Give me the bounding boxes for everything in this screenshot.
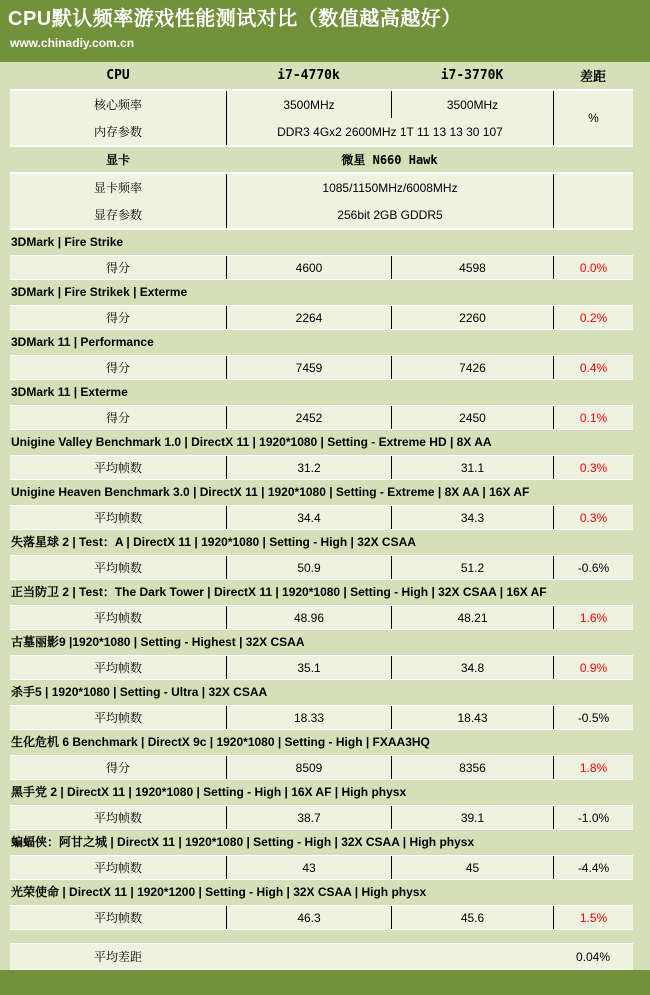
metric-label: 得分 xyxy=(105,261,130,275)
value-3770k: 7426 xyxy=(391,356,553,379)
benchmark-section-title: 失落星球 2 | Test：A | DirectX 11 | 1920*1080 | Setting - High | 32X CSAA xyxy=(11,535,416,549)
value-3770k: 34.8 xyxy=(391,656,553,679)
vram-value: 256bit 2GB GDDR5 xyxy=(226,201,553,228)
metric-label: 得分 xyxy=(105,361,130,375)
gpu-spec-block xyxy=(10,172,633,230)
summary-empty-2 xyxy=(391,944,553,969)
page-header xyxy=(0,0,650,62)
value-3770k: 45 xyxy=(391,856,553,879)
value-3770k: 4598 xyxy=(391,256,553,279)
value-3770k: 45.6 xyxy=(391,906,553,929)
diff-value: -4.4% xyxy=(553,856,633,879)
benchmark-data-row xyxy=(10,555,633,580)
summary-value: 0.04% xyxy=(575,949,611,964)
benchmark-section-title: Unigine Valley Benchmark 1.0 | DirectX 11 | 1920*1080 | Setting - Extreme HD | 8X AA xyxy=(11,435,492,449)
benchmark-data-row xyxy=(10,305,633,330)
value-4770k: 38.7 xyxy=(226,806,391,829)
benchmark-section-title: 杀手5 | 1920*1080 | Setting - Ultra | 32X CSAA xyxy=(11,685,268,699)
gpu-row xyxy=(10,147,633,172)
value-3770k: 8356 xyxy=(391,756,553,779)
benchmark-data-row xyxy=(10,805,633,830)
benchmark-section-title: 生化危机 6 Benchmark | DirectX 9c | 1920*1080 | Setting - High | FXAA3HQ xyxy=(11,735,430,749)
value-3770k: 2260 xyxy=(391,306,553,329)
benchmark-data-row xyxy=(10,255,633,280)
value-4770k: 7459 xyxy=(226,356,391,379)
website-url: www.chinadiy.com.cn xyxy=(10,36,135,50)
gpu-label: 显卡 xyxy=(105,153,130,167)
diff-value: -0.5% xyxy=(553,706,633,729)
memory-value: DDR3 4Gx2 2600MHz 1T 11 13 13 30 107 xyxy=(226,118,553,145)
gpu-value: 微星 N660 Hawk xyxy=(341,153,438,167)
gpu-freq-value: 1085/1150MHz/6008MHz xyxy=(226,174,553,201)
core-freq-label: 核心频率 xyxy=(93,98,142,112)
metric-label: 平均帧数 xyxy=(93,911,142,925)
table-header-row xyxy=(10,62,633,89)
gpu-diff-empty-cell xyxy=(553,174,633,228)
core-freq-4770k: 3500MHz xyxy=(226,91,391,118)
value-4770k: 18.33 xyxy=(226,706,391,729)
benchmark-data-row xyxy=(10,705,633,730)
summary-row xyxy=(10,943,633,970)
summary-label: 平均差距 xyxy=(93,950,142,964)
value-4770k: 4600 xyxy=(226,256,391,279)
gpu-diff-empty xyxy=(553,147,633,172)
benchmark-data-row xyxy=(10,505,633,530)
metric-label: 平均帧数 xyxy=(93,511,142,525)
benchmark-section-title: 3DMark 11 | Exterme xyxy=(11,385,128,399)
core-freq-3770k: 3500MHz xyxy=(391,91,553,118)
metric-label: 平均帧数 xyxy=(93,811,142,825)
value-4770k: 35.1 xyxy=(226,656,391,679)
benchmark-data-row xyxy=(10,605,633,630)
value-4770k: 48.96 xyxy=(226,606,391,629)
value-3770k: 18.43 xyxy=(391,706,553,729)
benchmark-data-row xyxy=(10,905,633,930)
value-4770k: 2264 xyxy=(226,306,391,329)
value-3770k: 51.2 xyxy=(391,556,553,579)
value-4770k: 2452 xyxy=(226,406,391,429)
benchmark-data-row xyxy=(10,755,633,780)
column-header-cpu: CPU xyxy=(106,68,130,83)
benchmark-section-title: 3DMark | Fire Strike xyxy=(11,235,124,249)
diff-value: 0.0% xyxy=(553,256,633,279)
diff-value: 1.5% xyxy=(553,906,633,929)
metric-label: 得分 xyxy=(105,411,130,425)
value-3770k: 34.3 xyxy=(391,506,553,529)
metric-label: 平均帧数 xyxy=(93,661,142,675)
value-4770k: 8509 xyxy=(226,756,391,779)
vram-label: 显存参数 xyxy=(93,208,142,222)
summary-empty-1 xyxy=(226,944,391,969)
gpu-freq-label: 显卡频率 xyxy=(93,181,142,195)
benchmark-section-title: 黑手党 2 | DirectX 11 | 1920*1080 | Setting - High | 16X AF | High physx xyxy=(11,785,407,799)
metric-label: 得分 xyxy=(105,761,130,775)
value-4770k: 43 xyxy=(226,856,391,879)
metric-label: 平均帧数 xyxy=(93,711,142,725)
value-3770k: 2450 xyxy=(391,406,553,429)
benchmark-section-title: 正当防卫 2 | Test：The Dark Tower | DirectX 11 | 1920*1080 | Setting - High | 32X CSAA | 16X AF xyxy=(11,585,547,599)
benchmark-data-row xyxy=(10,355,633,380)
diff-value: -1.0% xyxy=(553,806,633,829)
benchmark-section-title: 3DMark 11 | Performance xyxy=(11,335,154,349)
value-4770k: 31.2 xyxy=(226,456,391,479)
diff-value: 0.3% xyxy=(553,506,633,529)
benchmark-data-row xyxy=(10,405,633,430)
diff-value: 0.1% xyxy=(553,406,633,429)
metric-label: 得分 xyxy=(105,311,130,325)
memory-label: 内存参数 xyxy=(93,125,142,139)
metric-label: 平均帧数 xyxy=(93,611,142,625)
cpu-spec-block xyxy=(10,89,633,147)
diff-value: 0.2% xyxy=(553,306,633,329)
value-4770k: 46.3 xyxy=(226,906,391,929)
benchmark-section-title: 古墓丽影9 |1920*1080 | Setting - Highest | 32X CSAA xyxy=(11,635,305,649)
column-header-3770k: i7-3770K xyxy=(440,68,504,83)
value-3770k: 31.1 xyxy=(391,456,553,479)
spacer xyxy=(0,930,650,943)
diff-value: 0.9% xyxy=(553,656,633,679)
benchmark-section-title: Unigine Heaven Benchmark 3.0 | DirectX 11 | 1920*1080 | Setting - Extreme | 8X AA | 16X AF xyxy=(11,485,530,499)
benchmark-section-title: 3DMark | Fire Strikek | Exterme xyxy=(11,285,188,299)
value-4770k: 34.4 xyxy=(226,506,391,529)
benchmark-data-row xyxy=(10,655,633,680)
diff-unit: % xyxy=(553,91,633,145)
diff-value: 0.4% xyxy=(553,356,633,379)
diff-value: 1.6% xyxy=(553,606,633,629)
benchmark-section-title: 光荣使命 | DirectX 11 | 1920*1200 | Setting - High | 32X CSAA | High physx xyxy=(11,885,427,899)
metric-label: 平均帧数 xyxy=(93,461,142,475)
value-4770k: 50.9 xyxy=(226,556,391,579)
metric-label: 平均帧数 xyxy=(93,861,142,875)
benchmark-section-title: 蝙蝠侠：阿甘之城 | DirectX 11 | 1920*1080 | Setting - High | 32X CSAA | High physx xyxy=(11,835,475,849)
benchmark-data-row xyxy=(10,855,633,880)
column-header-4770k: i7-4770k xyxy=(277,68,340,83)
metric-label: 平均帧数 xyxy=(93,561,142,575)
diff-value: 1.8% xyxy=(553,756,633,779)
value-3770k: 48.21 xyxy=(391,606,553,629)
value-3770k: 39.1 xyxy=(391,806,553,829)
diff-value: -0.6% xyxy=(553,556,633,579)
column-header-diff: 差距 xyxy=(579,70,606,85)
page-title: CPU默认频率游戏性能测试对比（数值越高越好） xyxy=(8,8,462,30)
page-footer xyxy=(0,970,650,995)
benchmark-data-row xyxy=(10,455,633,480)
diff-value: 0.3% xyxy=(553,456,633,479)
